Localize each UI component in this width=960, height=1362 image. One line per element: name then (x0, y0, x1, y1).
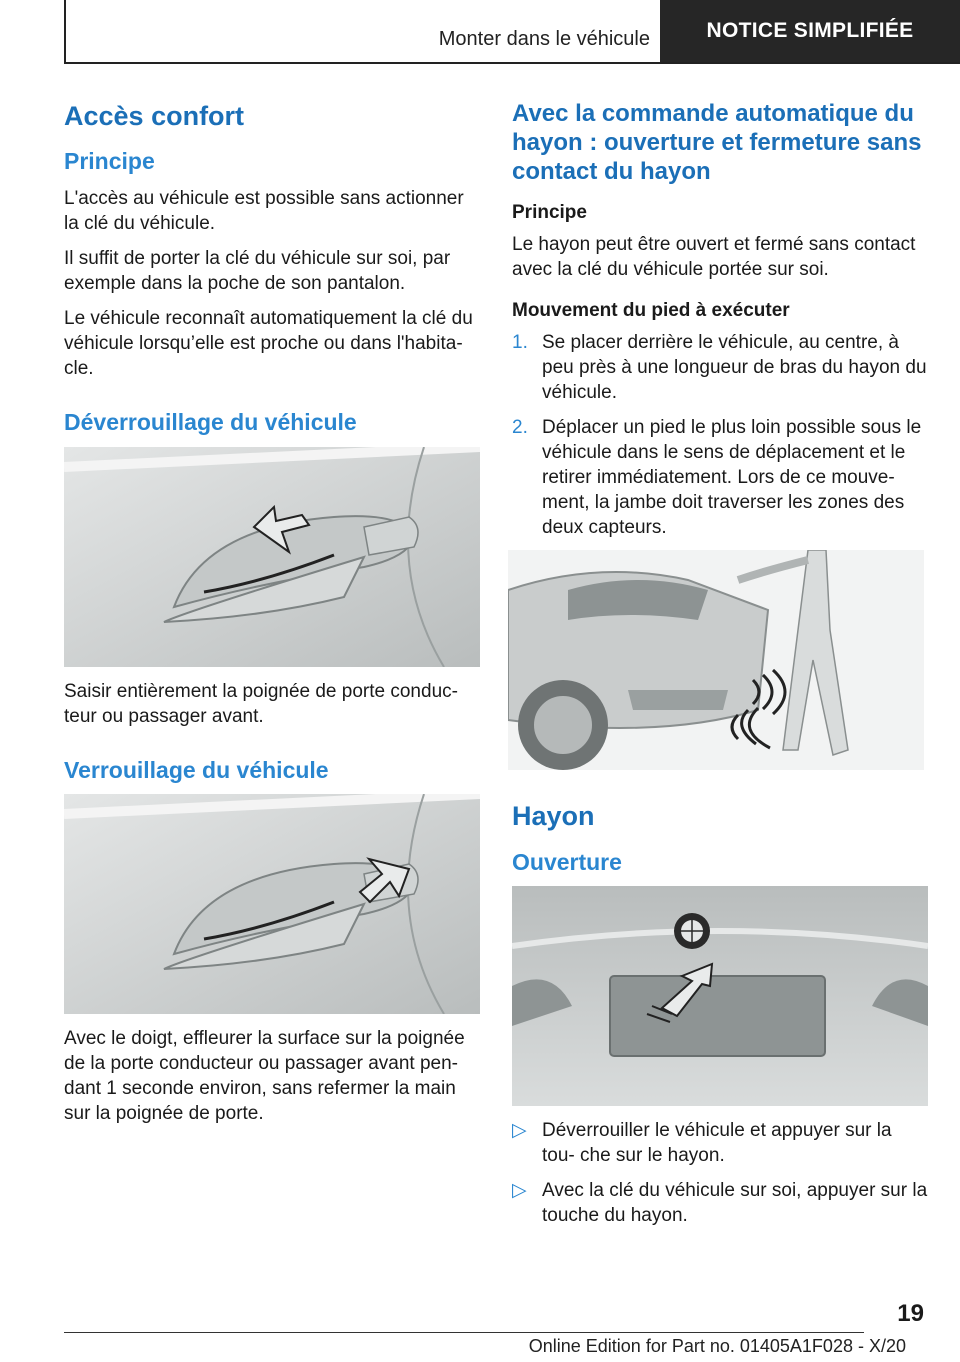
principe-paragraph-1: L'accès au véhicule est possible sans actionner la clé du véhicule. (64, 187, 464, 234)
tailgate-button-image (512, 886, 928, 1106)
door-handle-unlock-image (64, 447, 480, 667)
step-item (512, 415, 928, 540)
page-header (64, 0, 960, 64)
triangle-bullet-icon: ▷ (512, 1180, 527, 1202)
left-column (64, 100, 480, 1136)
header-section-title: Monter dans le véhicule (438, 28, 650, 50)
step-number: 2. (512, 417, 528, 439)
list-item (512, 1118, 928, 1168)
step-item (512, 330, 928, 405)
foot-gesture-tailgate-image (508, 550, 924, 770)
step-text: Se placer derrière le véhicule, au centre, à peu près à une longueur de bras du hayon du véhicule. (542, 332, 927, 404)
title-hayon: Hayon (512, 801, 595, 832)
right-column (512, 100, 928, 1238)
title-acces-confort: Accès confort (64, 101, 245, 131)
header-tab: NOTICE SIMPLIFIÉE (660, 0, 960, 62)
heading-principe-hayon: Principe (512, 202, 587, 224)
principe-hayon-text: Le hayon peut être ouvert et fermé sans contact avec la clé du véhicule portée sur soi. (512, 234, 916, 281)
heading-ouverture: Ouverture (512, 848, 622, 875)
verrouillage-caption: Avec le doigt, effleurer la surface sur la poignée de la porte conducteur ou passager avant pen- dant 1 seconde environ, sans refermer la main sur la poignée de porte. (64, 1028, 465, 1125)
deverrouillage-caption: Saisir entièrement la poignée de porte conduc- teur ou passager avant. (64, 680, 458, 727)
heading-principe: Principe (64, 148, 155, 175)
principe-paragraph-3: Le véhicule reconnaît automatiquement la clé du véhicule lorsqu’elle est proche ou dans l'habita- cle. (64, 307, 473, 379)
bullet-text: Avec la clé du véhicule sur soi, appuyer sur la touche du hayon. (542, 1180, 928, 1227)
title-commande-automatique-hayon: Avec la commande automatique du hayon : ouverture et fermeture sans contact du hayon (512, 100, 922, 185)
principe-paragraph-2: Il suffit de porter la clé du véhicule sur soi, par exemple dans la poche de son pantalon. (64, 247, 451, 294)
door-handle-lock-image (64, 794, 480, 1014)
step-text: Déplacer un pied le plus loin possible sous le véhicule dans le sens de déplacement et le retirer immédiatement. Lors de ce mouve- ment, la jambe doit traverser les zones des deux capteurs. (542, 417, 922, 539)
heading-verrouillage: Verrouillage du véhicule (64, 756, 329, 783)
heading-deverrouillage: Déverrouillage du véhicule (64, 408, 357, 435)
ouverture-bullets (512, 1118, 928, 1228)
foot-movement-steps (512, 330, 928, 540)
heading-mouvement-pied: Mouvement du pied à exécuter (512, 300, 790, 322)
page-number: 19 (897, 1300, 924, 1327)
step-number: 1. (512, 332, 528, 354)
bullet-text: Déverrouiller le véhicule et appuyer sur la tou- che sur le hayon. (542, 1120, 892, 1167)
footer-divider (64, 1332, 864, 1333)
triangle-bullet-icon: ▷ (512, 1120, 527, 1142)
footer-edition: Online Edition for Part no. 01405A1F028 - X/20 (528, 1336, 906, 1356)
list-item (512, 1178, 928, 1228)
